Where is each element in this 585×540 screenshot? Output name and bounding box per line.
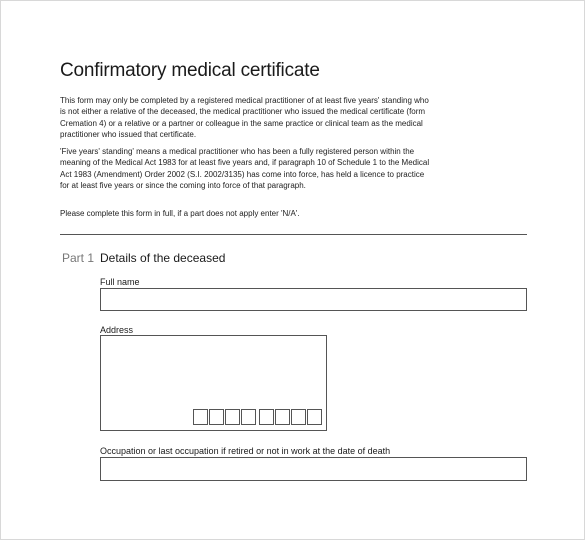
postcode-cell[interactable] [225,409,240,425]
intro-paragraph-eligibility: This form may only be completed by a registered medical practitioner of at least five years' standing who is not either a relative of the deceased, the medical practitioner who issued the medical certificate (form Cremation 4) or a relative or a partner or colleague in the same practice or clinical team as the medical practitioner who issued that certificate. [60,96,429,139]
postcode-cell[interactable] [259,409,274,425]
address-label: Address [100,325,134,335]
part-number: Part 1 [62,251,95,265]
postcode-cell[interactable] [275,409,290,425]
occupation-input[interactable] [100,457,527,481]
part-title: Details of the deceased [100,251,226,265]
full-name-label: Full name [100,277,140,287]
postcode-cell[interactable] [209,409,224,425]
full-name-input[interactable] [100,288,527,311]
intro-paragraph-instructions: Please complete this form in full, if a part does not apply enter 'N/A'. [60,209,300,218]
occupation-label: Occupation or last occupation if retired or not in work at the date of death [100,446,391,456]
postcode-inward [259,409,323,427]
intro-paragraph-definition: 'Five years' standing' means a medical practitioner who has been a fully registered person within the meaning of the Medical Act 1983 for at least five years and, if paragraph 10 of Schedule 1 to the Medical Act 1983 (Amendment) Order 2002 (S.I. 2002/3135) has come into force, has held a licence to practice for at least five years or since the coming into force of that paragraph. [60,147,430,190]
page-title: Confirmatory medical certificate [60,60,320,81]
postcode-cell[interactable] [307,409,322,425]
postcode-cell[interactable] [193,409,208,425]
postcode-outward [193,409,257,427]
section-divider [60,234,527,235]
postcode-cell[interactable] [291,409,306,425]
postcode-cell[interactable] [241,409,256,425]
